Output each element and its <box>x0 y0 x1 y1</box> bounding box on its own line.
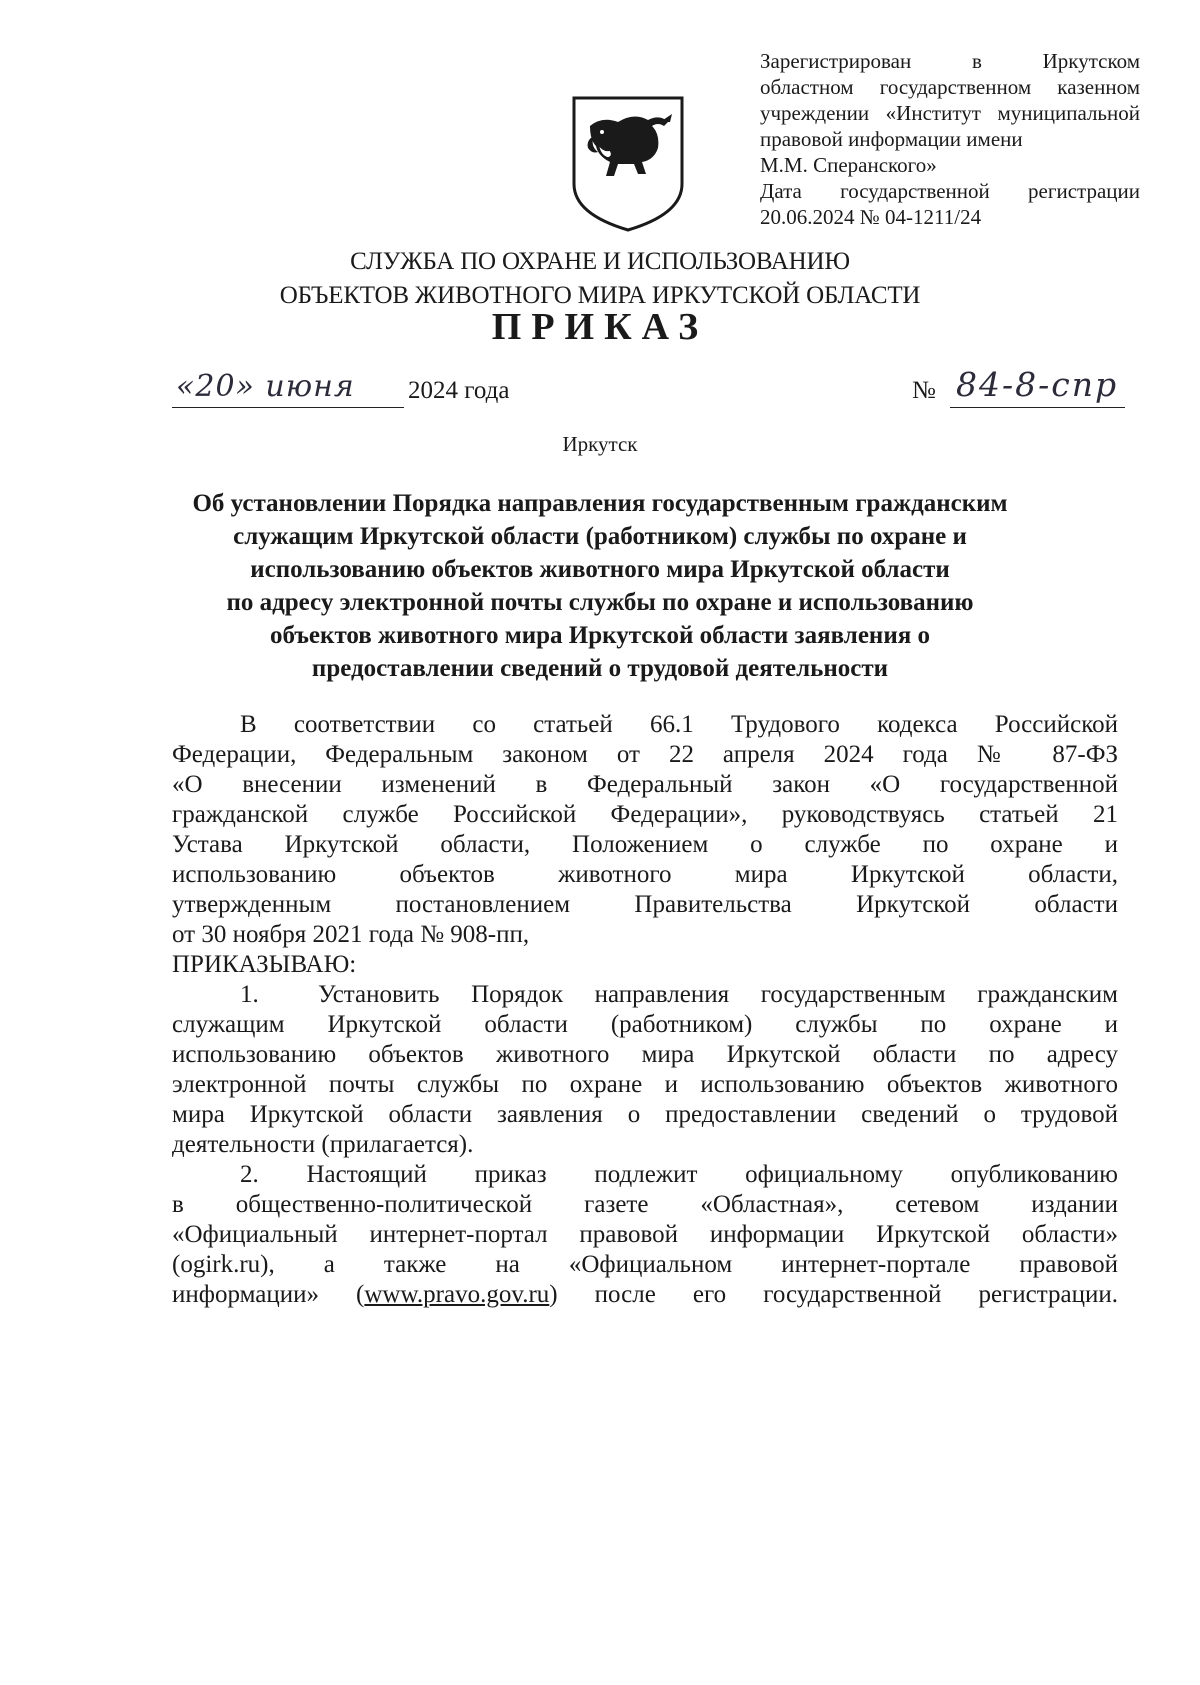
registration-line: Дата государственной регистрации <box>760 179 1140 203</box>
pravo-gov-link[interactable]: www.pravo.gov.ru <box>364 1281 550 1308</box>
irkutsk-coat-of-arms-icon <box>568 92 688 234</box>
registration-line: М.М. Сперанского» <box>760 153 937 177</box>
preamble-line: утвержденным постановлением Правительства Иркутской области <box>172 891 1118 918</box>
date-number-line <box>172 365 1119 415</box>
year-text: 2024 года <box>408 377 510 404</box>
heading-line: объектов животного мира Иркутской области заявления о <box>269 622 930 649</box>
registration-line: правовой информации имени <box>760 127 1023 151</box>
item-1-line: использованию объектов животного мира Иркутской области по адресу <box>172 1041 1118 1068</box>
heading-line: предоставлении сведений о трудовой деятельности <box>311 655 889 682</box>
registration-line: областном государственном казенном <box>760 75 1140 99</box>
date-field <box>172 369 404 408</box>
orders-word: ПРИКАЗЫВАЮ: <box>172 951 357 978</box>
heading-line: использованию объектов животного мира Иркутской области <box>250 556 950 583</box>
handwritten-date: «20» июня <box>176 369 355 404</box>
item-1-first-line-text: Установить Порядок направления государственным гражданским <box>318 981 1118 1008</box>
preamble-line: Устава Иркутской области, Положением о службе по охране и <box>172 831 1118 858</box>
handwritten-order-number: 84-8-спр <box>956 365 1119 404</box>
organization-name-line-2: ОБЪЕКТОВ ЖИВОТНОГО МИРА ИРКУТСКОЙ ОБЛАСТИ <box>279 282 921 309</box>
item-2-first-line: 2. Настоящий приказ подлежит официальному опубликованию <box>240 1161 1118 1188</box>
preamble-line: использованию объектов животного мира Иркутской области, <box>172 861 1118 888</box>
item-2-line: в общественно-политической газете «Областная», сетевом издании <box>172 1191 1118 1218</box>
preamble-line: гражданской службе Российской Федерации», руководствуясь статьей 21 <box>172 801 1118 828</box>
organization-name <box>0 245 1200 313</box>
preamble-line: «О внесении изменений в Федеральный закон «О государственной <box>172 771 1118 798</box>
order-number-field <box>950 365 1125 408</box>
item-1-line: мира Иркутской области заявления о предоставлении сведений о трудовой <box>172 1101 1118 1128</box>
registration-line: 20.06.2024 № 04-1211/24 <box>760 205 982 229</box>
item-2-last-prefix: информации» ( <box>172 1281 365 1308</box>
item-1-first-line <box>172 980 1118 1010</box>
heading-line: Об установлении Порядка направления государственным гражданским <box>192 490 1008 517</box>
heading-line: служащим Иркутской области (работником) службы по охране и <box>233 523 967 550</box>
item-1-line: электронной почты службы по охране и использованию объектов животного <box>172 1071 1118 1098</box>
registration-line: учреждении «Институт муниципальной <box>760 101 1140 125</box>
item-2-line: (ogirk.ru), а также на «Официальном интернет-портале правовой <box>172 1251 1118 1278</box>
heading-line: по адресу электронной почты службы по охране и использованию <box>226 589 974 616</box>
order-body <box>172 710 1118 1310</box>
item-2-line: «Официальный интернет-портал правовой информации Иркутской области» <box>172 1221 1118 1248</box>
item-2-last-suffix: ) после его государственной регистрации. <box>549 1281 1118 1308</box>
city-name: Иркутск <box>562 432 638 456</box>
item-1-line: служащим Иркутской области (работником) службы по охране и <box>172 1011 1118 1038</box>
order-heading <box>160 487 1040 685</box>
number-sign: № <box>912 377 936 404</box>
registration-line: Зарегистрирован в Иркутском <box>760 49 1140 73</box>
document-type-title: ПРИКАЗ <box>491 306 709 348</box>
registration-stamp <box>760 48 1140 230</box>
item-2-last-line <box>172 1280 1118 1310</box>
item-1-line: деятельности (прилагается). <box>172 1131 474 1158</box>
preamble-line: Федерации, Федеральным законом от 22 апреля 2024 года № 87-ФЗ <box>172 741 1118 768</box>
preamble-line: от 30 ноября 2021 года № 908-пп, <box>172 921 530 948</box>
preamble-line: В соответствии со статьей 66.1 Трудового кодекса Российской <box>240 711 1118 738</box>
organization-name-line-1: СЛУЖБА ПО ОХРАНЕ И ИСПОЛЬЗОВАНИЮ <box>350 248 850 275</box>
item-1-number: 1. <box>240 981 259 1008</box>
